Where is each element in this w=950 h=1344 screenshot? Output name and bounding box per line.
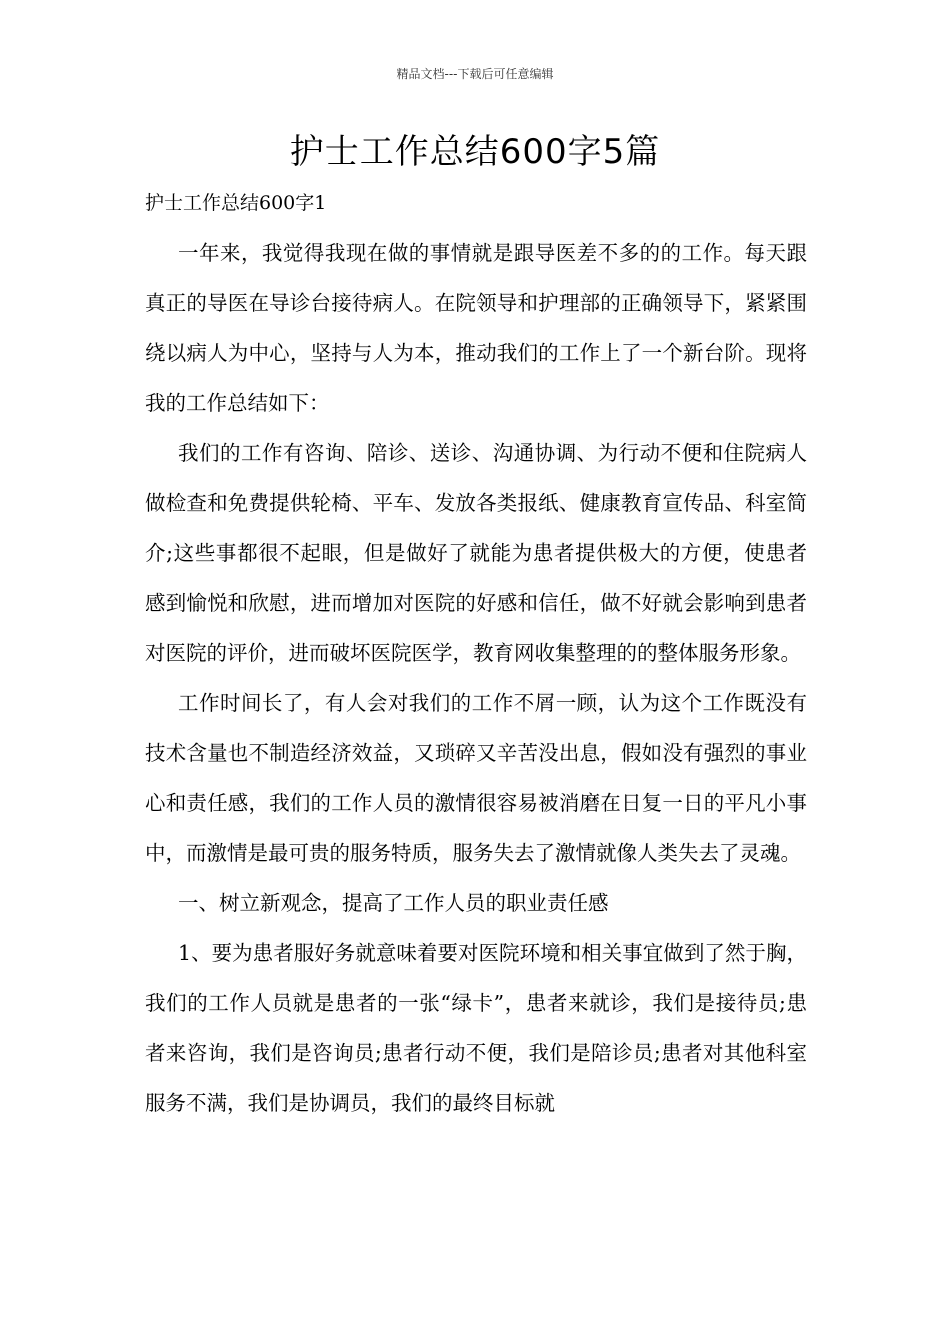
header-note: 精品文档---下载后可任意编辑 [396, 67, 554, 81]
document-body [145, 178, 807, 1128]
paragraph: 我们的工作有咨询、陪诊、送诊、沟通协调、为行动不便和住院病人做检查和免费提供轮椅、平车、发放各类报纸、健康教育宣传品、科室简介;这些事都很不起眼，但是做好了就能为患者提供极大的方便，使患者感到愉悦和欣慰，进而增加对医院的好感和信任，做不好就会影响到患者对医院的评价，进而破坏医院医学，教育网收集整理的的整体服务形象。 [145, 441, 807, 665]
paragraph: 1、要为患者服好务就意味着要对医院环境和相关事宜做到了然于胸，我们的工作人员就是患者的一张“绿卡”，患者来就诊，我们是接待员;患者来咨询，我们是咨询员;患者行动不便，我们是陪诊员;患者对其他科室服务不满，我们是协调员，我们的最终目标就 [145, 941, 807, 1115]
section-heading: 一、树立新观念，提高了工作人员的职业责任感 [178, 891, 609, 915]
document-title: 护士工作总结600字5篇 [289, 132, 661, 172]
section-title: 护士工作总结600字1 [145, 192, 327, 214]
paragraph: 一年来，我觉得我现在做的事情就是跟导医差不多的的工作。每天跟真正的导医在导诊台接待病人。在院领导和护理部的正确领导下，紧紧围绕以病人为中心，坚持与人为本，推动我们的工作上了一个新台阶。现将我的工作总结如下： [145, 241, 807, 415]
paragraph: 工作时间长了，有人会对我们的工作不屑一顾，认为这个工作既没有技术含量也不制造经济效益，又琐碎又辛苦没出息，假如没有强烈的事业心和责任感，我们的工作人员的激情很容易被消磨在日复一日的平凡小事中，而激情是最可贵的服务特质，服务失去了激情就像人类失去了灵魂。 [145, 691, 807, 865]
